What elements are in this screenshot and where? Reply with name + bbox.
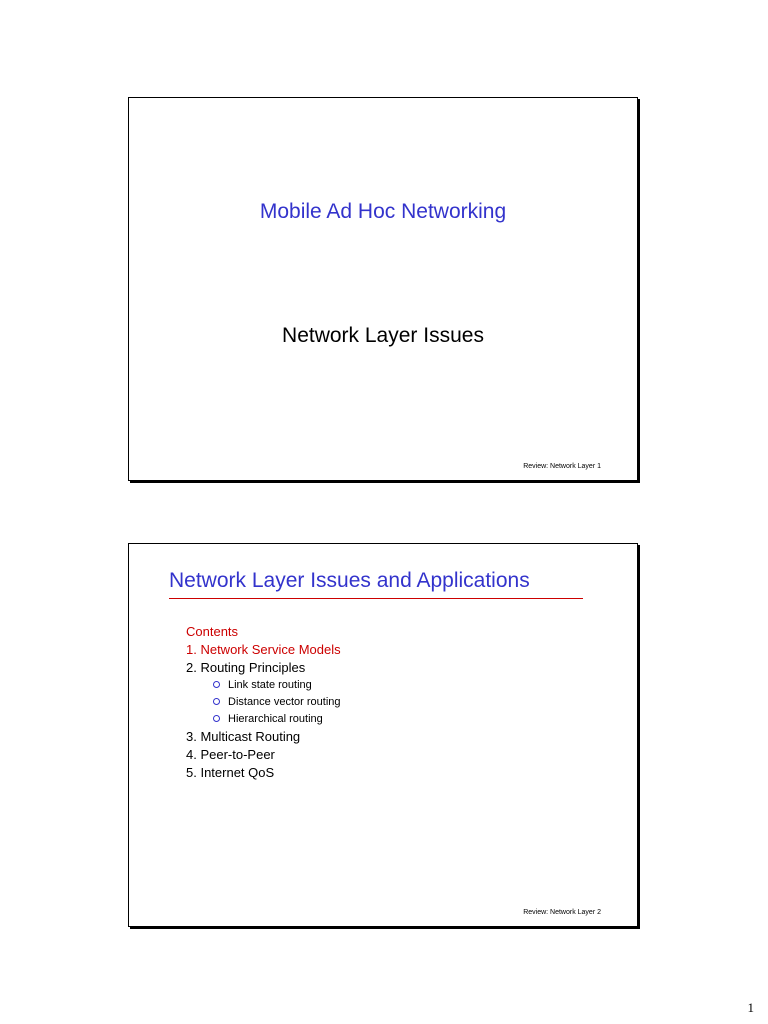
contents-item-1: 1. Network Service Models bbox=[186, 642, 341, 657]
contents-label: Contents bbox=[186, 624, 239, 639]
slide-1-subtitle: Network Layer Issues bbox=[282, 324, 484, 347]
contents-subitem-2 bbox=[186, 694, 341, 711]
contents-subitem-3 bbox=[186, 711, 341, 728]
contents-item-4: 4. Peer-to-Peer bbox=[186, 747, 275, 762]
circle-bullet-icon bbox=[213, 681, 220, 688]
page-number: 1 bbox=[747, 1000, 754, 1015]
contents-list bbox=[186, 623, 341, 782]
contents-item-3: 3. Multicast Routing bbox=[186, 729, 301, 744]
slide-2-title: Network Layer Issues and Applications bbox=[169, 569, 530, 592]
subitem-label: Hierarchical routing bbox=[228, 713, 323, 725]
circle-bullet-icon bbox=[213, 698, 220, 705]
circle-bullet-icon bbox=[213, 715, 220, 722]
subitem-label: Distance vector routing bbox=[228, 696, 341, 708]
contents-item-5: 5. Internet QoS bbox=[186, 765, 275, 780]
subitem-label: Link state routing bbox=[228, 679, 312, 691]
slide-1-title: Mobile Ad Hoc Networking bbox=[259, 200, 507, 223]
title-underline bbox=[169, 598, 583, 599]
slide-2 bbox=[128, 543, 638, 927]
slide-1 bbox=[128, 97, 638, 481]
slide-1-footer: Review: Network Layer 1 bbox=[523, 463, 601, 470]
contents-subitem-1 bbox=[186, 677, 341, 694]
slide-2-footer: Review: Network Layer 2 bbox=[523, 909, 601, 916]
contents-item-2: 2. Routing Principles bbox=[186, 660, 306, 675]
